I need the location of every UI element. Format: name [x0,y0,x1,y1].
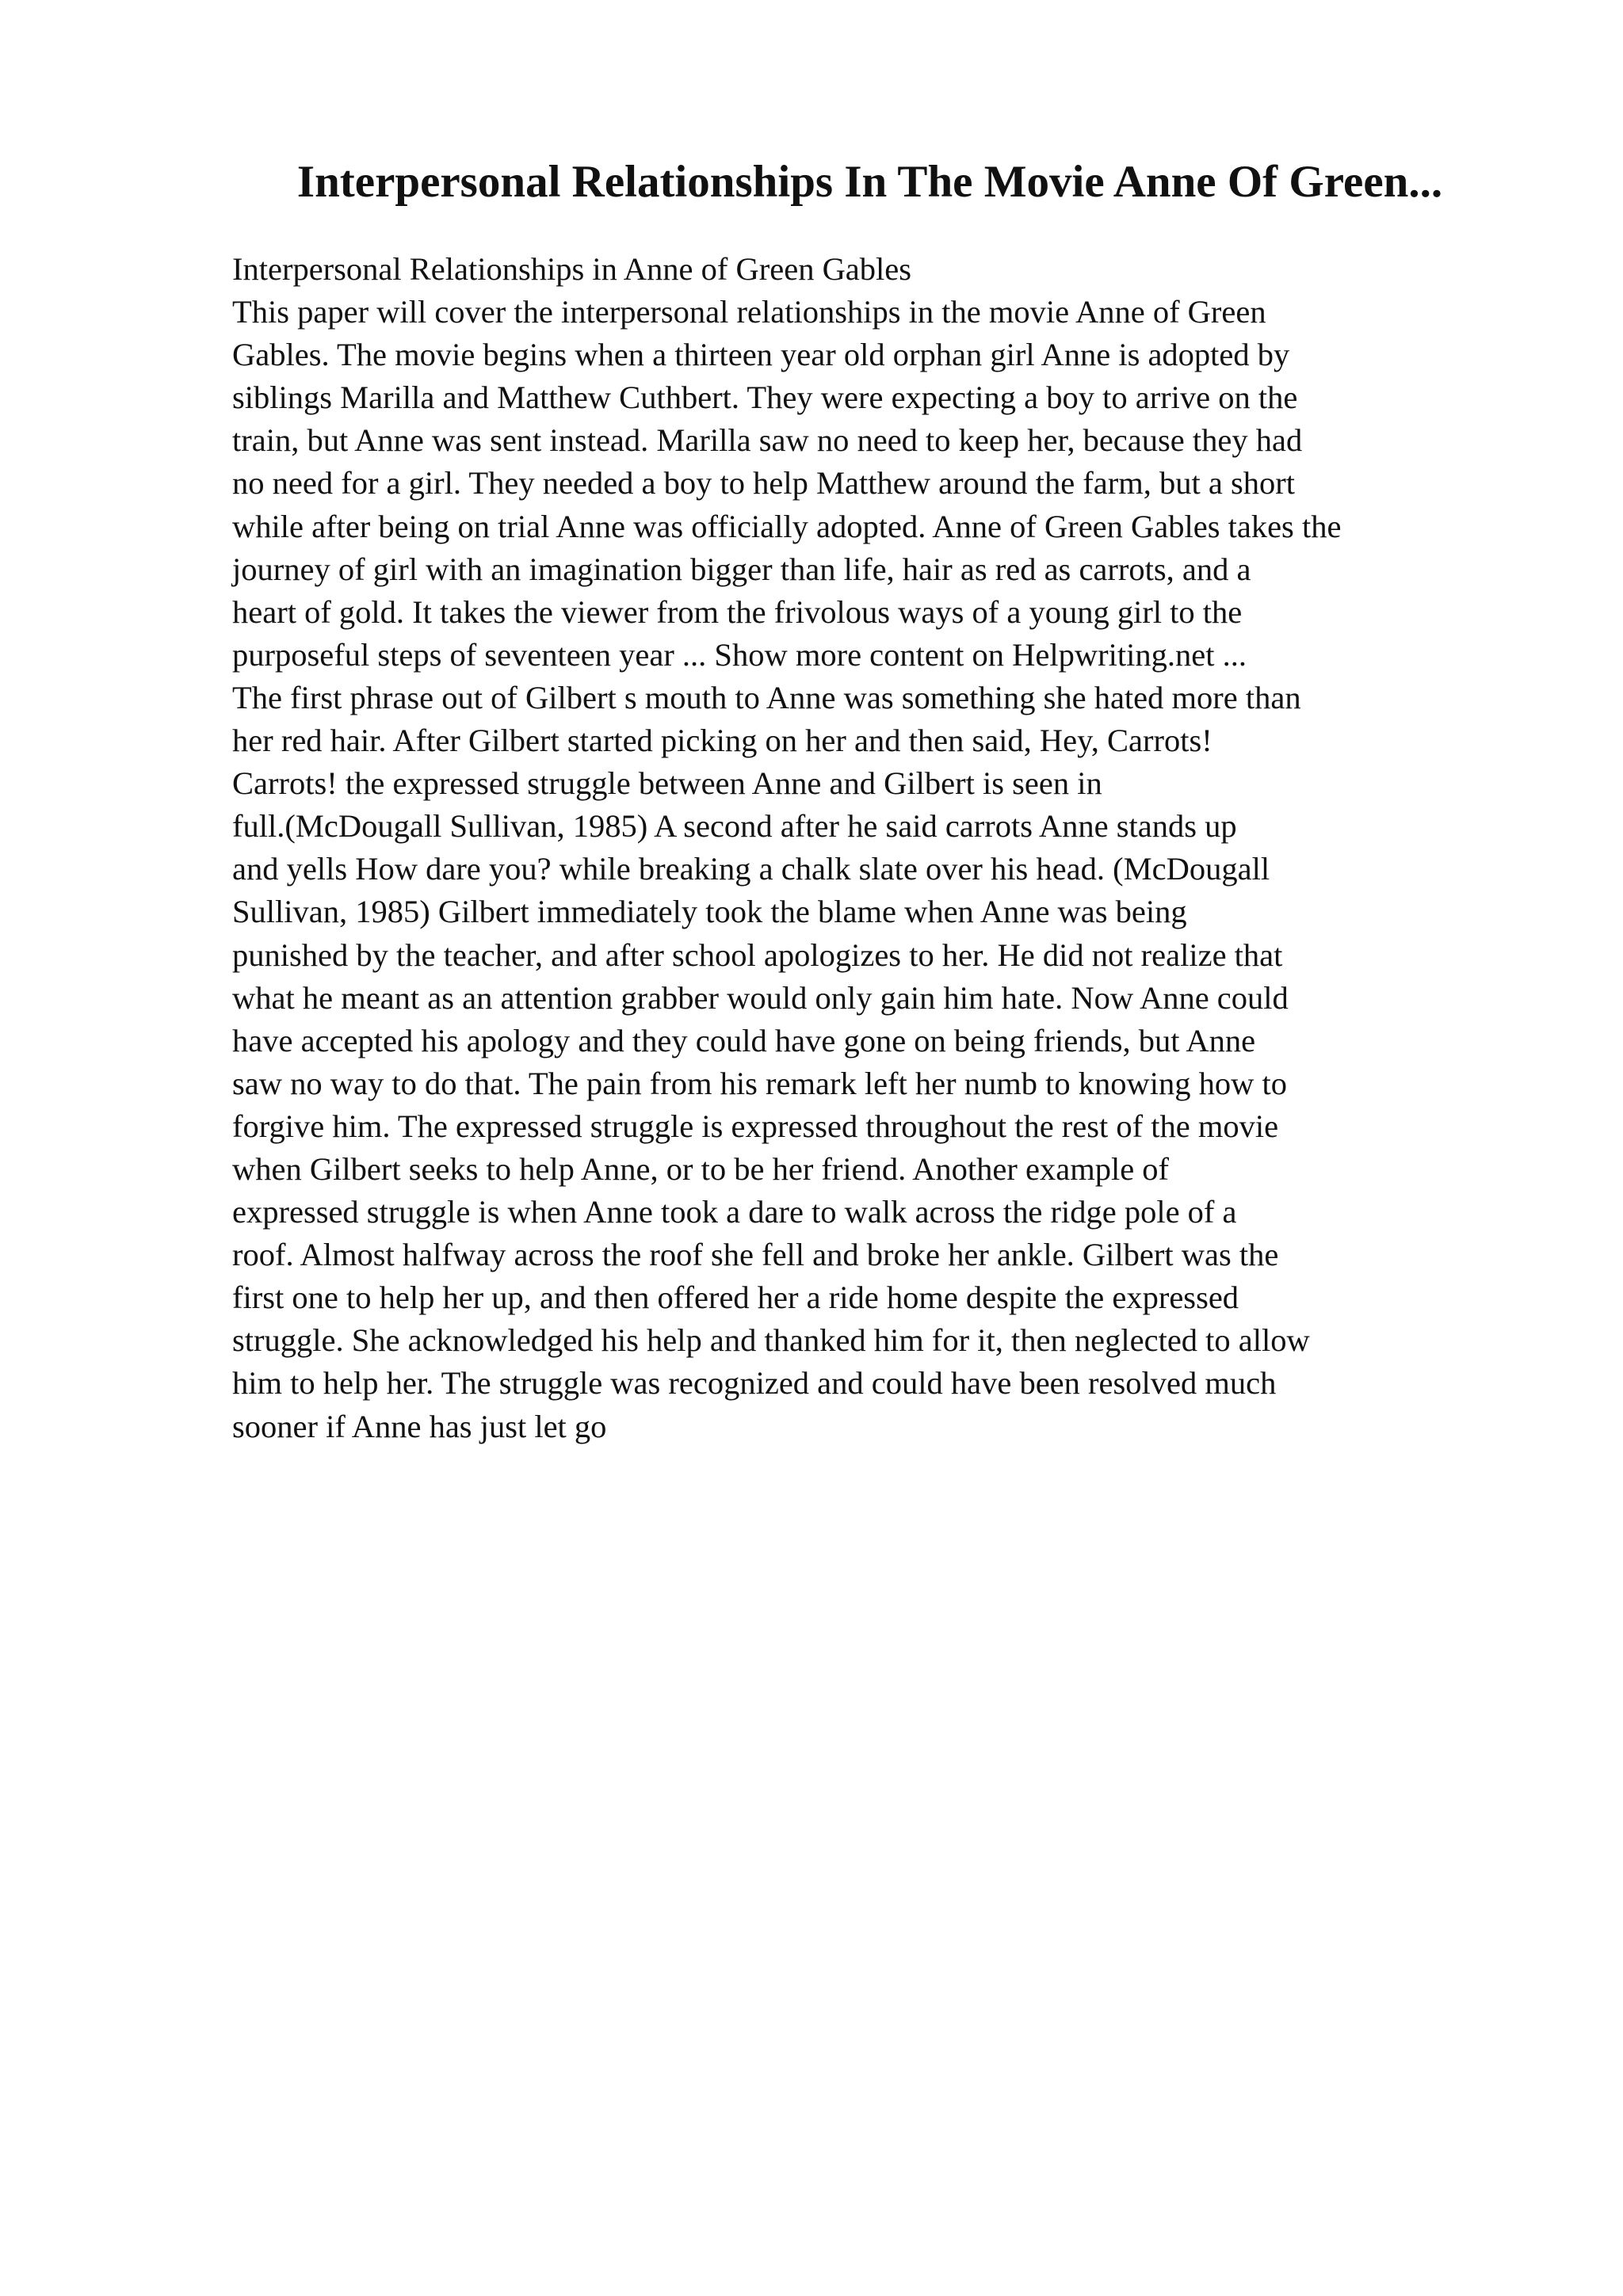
body-line: train, but Anne was sent instead. Marilla saw no need to keep her, because they had [232,422,1303,459]
body-line: purposeful steps of seventeen year ... Show more content on Helpwriting.net ... [232,636,1247,673]
body-line: siblings Marilla and Matthew Cuthbert. They were expecting a boy to arrive on the [232,379,1298,416]
document-body [232,248,1532,1448]
body-line: her red hair. After Gilbert started picking on her and then said, Hey, Carrots! [232,723,1212,759]
body-line: roof. Almost halfway across the roof she fell and broke her ankle. Gilbert was the [232,1237,1279,1273]
body-line: and yells How dare you? while breaking a chalk slate over his head. (McDougall [232,851,1270,887]
body-line: Carrots! the expressed struggle between Anne and Gilbert is seen in [232,765,1102,802]
body-line: no need for a girl. They needed a boy to help Matthew around the farm, but a short [232,465,1295,502]
body-line: saw no way to do that. The pain from his remark left her numb to knowing how to [232,1065,1288,1101]
body-line: Interpersonal Relationships in Anne of Green Gables [232,251,912,287]
body-line: sooner if Anne has just let go [232,1408,607,1444]
body-line: struggle. She acknowledged his help and thanked him for it, then neglected to allow [232,1322,1310,1359]
body-line: when Gilbert seeks to help Anne, or to be her friend. Another example of [232,1150,1170,1187]
body-line: have accepted his apology and they could have gone on being friends, but Anne [232,1022,1256,1058]
body-line: heart of gold. It takes the viewer from the frivolous ways of a young girl to the [232,593,1243,630]
body-line: first one to help her up, and then offered her a ride home despite the expressed [232,1280,1239,1316]
body-line: The first phrase out of Gilbert s mouth to Anne was something she hated more than [232,679,1301,715]
body-line: forgive him. The expressed struggle is expressed throughout the rest of the movie [232,1108,1279,1144]
body-line: Sullivan, 1985) Gilbert immediately took the blame when Anne was being [232,894,1187,930]
body-line: while after being on trial Anne was officially adopted. Anne of Green Gables takes the [232,508,1342,544]
body-line: punished by the teacher, and after school apologizes to her. He did not realize that [232,936,1283,973]
body-line: expressed struggle is when Anne took a dare to walk across the ridge pole of a [232,1194,1237,1230]
body-line: him to help her. The struggle was recognized and could have been resolved much [232,1365,1277,1402]
body-line: Gables. The movie begins when a thirteen year old orphan girl Anne is adopted by [232,337,1290,373]
body-line: what he meant as an attention grabber would only gain him hate. Now Anne could [232,979,1289,1016]
document-title: Interpersonal Relationships In The Movie Anne Of Green... [296,157,1443,207]
body-line: This paper will cover the interpersonal relationships in the movie Anne of Green [232,294,1266,330]
body-line: full.(McDougall Sullivan, 1985) A second after he said carrots Anne stands up [232,808,1237,845]
body-line: journey of girl with an imagination bigger than life, hair as red as carrots, and a [232,551,1251,587]
